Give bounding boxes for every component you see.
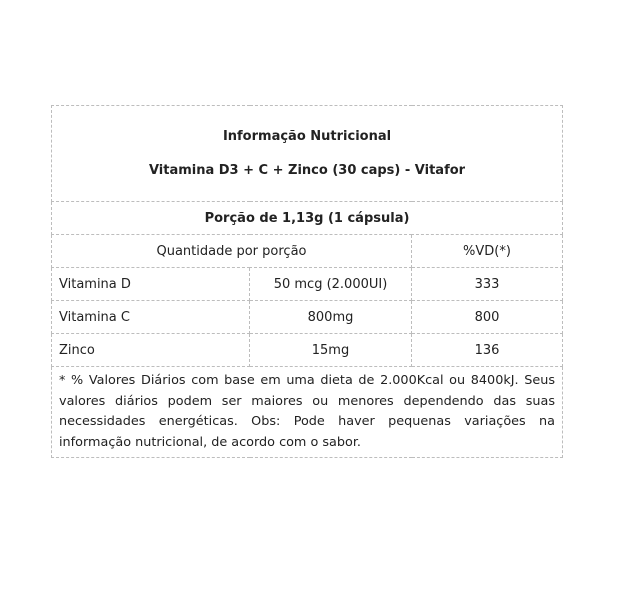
- portion-size: Porção de 1,13g (1 cápsula): [52, 202, 563, 235]
- nutrition-table: [51, 105, 563, 458]
- table-row: [52, 334, 563, 367]
- product-name: Vitamina D3 + C + Zinco (30 caps) - Vitafor: [148, 162, 466, 178]
- nutrient-vd: 800: [412, 301, 563, 334]
- table-row: [52, 268, 563, 301]
- table-row: [52, 301, 563, 334]
- nutrient-vd: 333: [412, 268, 563, 301]
- table-title: Informação Nutricional: [222, 128, 392, 144]
- nutrient-vd: 136: [412, 334, 563, 367]
- nutrient-amount: 15mg: [250, 334, 412, 367]
- nutrient-name: Vitamina D: [52, 268, 250, 301]
- footnote: * % Valores Diários com base em uma dieta de 2.000Kcal ou 8400kJ. Seus valores diários podem ser maiores ou menores dependendo das suas necessidades energéticas. Obs: Pode haver pequenas variações na informação nutricional, de acordo com o sabor.: [52, 367, 563, 458]
- nutrient-amount: 800mg: [250, 301, 412, 334]
- title-cell: [52, 106, 563, 202]
- nutrient-name: Zinco: [52, 334, 250, 367]
- column-header-quantity: Quantidade por porção: [52, 235, 412, 268]
- nutrient-amount: 50 mcg (2.000UI): [250, 268, 412, 301]
- nutrient-name: Vitamina C: [52, 301, 250, 334]
- column-header-vd: %VD(*): [412, 235, 563, 268]
